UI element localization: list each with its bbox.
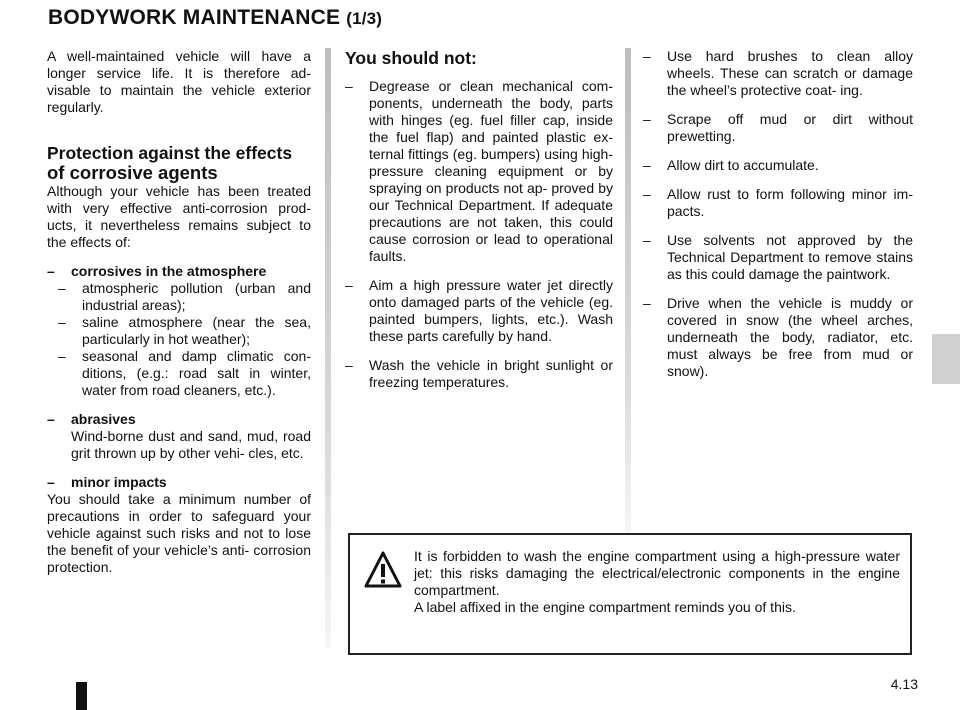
- list-item: [643, 186, 913, 220]
- item-text: Aim a high pressure water jet directly onto damaged parts of the vehicle (eg. painted bumpers, lights, etc.). Wash these parts carefully by hand.: [369, 277, 613, 344]
- bullet-dash: –: [47, 411, 55, 427]
- bullet-dash: –: [345, 357, 353, 373]
- sub-item-text: seasonal and damp climatic con- ditions, (e.g.: road salt in winter, water from road cleaners, etc.).: [82, 348, 311, 398]
- item-text: Allow rust to form following minor im- pacts.: [667, 186, 913, 219]
- subtitle-line-2: of corrosive agents: [47, 162, 218, 183]
- bullet-dash: –: [47, 474, 55, 490]
- impacts-paragraph: You should take a minimum number of precautions in order to safeguard your vehicle against such risks and not to lose the benefit of your vehicle’s anti- corrosion protection.: [47, 491, 311, 575]
- sub-list-item: [58, 348, 311, 399]
- item-text: Use hard brushes to clean alloy wheels. These can scratch or damage the wheel’s protective coat- ing.: [667, 48, 913, 98]
- sub-item-text: saline atmosphere (near the sea, particularly in hot weather);: [82, 314, 311, 347]
- bullet-dash: –: [643, 295, 651, 311]
- list-item: [345, 78, 613, 265]
- intro-paragraph: A well-maintained vehicle will have a longer service life. It is therefore ad- visable to maintain the vehicle exterior regularly.: [47, 48, 311, 115]
- item-text: Wind-borne dust and sand, mud, road grit thrown up by other vehi- cles, etc.: [71, 428, 311, 461]
- list-item-atmosphere: [47, 263, 311, 280]
- bullet-dash: –: [58, 280, 66, 296]
- bullet-dash: –: [47, 263, 55, 279]
- bullet-dash: –: [643, 111, 651, 127]
- list-item: [345, 277, 613, 345]
- list-item: [643, 157, 913, 174]
- list-item: [643, 232, 913, 283]
- section-subtitle: [47, 144, 311, 183]
- warning-triangle-icon: [364, 551, 402, 589]
- footer-mark: [76, 682, 87, 710]
- warning-text: [414, 548, 900, 616]
- bullet-dash: –: [345, 277, 353, 293]
- page-number: 4.13: [890, 676, 918, 692]
- should-not-heading: You should not:: [345, 48, 477, 68]
- column-right: [643, 48, 913, 380]
- column-left: [47, 48, 311, 576]
- bullet-dash: –: [643, 186, 651, 202]
- bullet-dash: –: [58, 348, 66, 364]
- bullet-dash: –: [345, 78, 353, 94]
- lead-paragraph: Although your vehicle has been treated with very effective anti-corrosion prod- ucts, it nevertheless remains subject to the effects of:: [47, 183, 311, 250]
- bullet-dash: –: [643, 157, 651, 173]
- item-text: Use solvents not approved by the Technical Department to remove stains as this could damage the paintwork.: [667, 232, 913, 282]
- item-label: corrosives in the atmosphere: [71, 263, 267, 279]
- item-text: Drive when the vehicle is muddy or covered in snow (the wheel arches, underneath the body, radiator, etc. must always be free from mud or snow).: [667, 295, 913, 379]
- list-item: [643, 295, 913, 380]
- sub-list-item: [58, 314, 311, 348]
- list-item: [643, 111, 913, 145]
- bullet-dash: –: [58, 314, 66, 330]
- item-text: Allow dirt to accumulate.: [667, 157, 819, 173]
- page-title: [48, 6, 382, 30]
- sub-item-text: atmospheric pollution (urban and industrial areas);: [82, 280, 311, 313]
- title-text: BODYWORK MAINTENANCE: [48, 6, 341, 29]
- subtitle-line-1: Protection against the effects: [47, 143, 293, 163]
- column-middle: [345, 48, 613, 391]
- warning-box: [348, 533, 912, 655]
- warning-line-2: A label affixed in the engine compartment reminds you of this.: [414, 599, 796, 615]
- column-divider-right: [625, 48, 631, 532]
- title-part: (1/3): [346, 9, 383, 28]
- column-divider-left: [325, 48, 331, 648]
- item-label: abrasives: [71, 411, 136, 427]
- list-item-impacts: [47, 474, 311, 491]
- list-item: [643, 48, 913, 99]
- list-item-abrasives: [47, 411, 311, 462]
- section-tab: [932, 334, 960, 384]
- item-text: Degrease or clean mechanical com- ponents, underneath the body, parts with hinges (eg. fuel filler cap, inside the fuel flap) and painted plastic ex- ternal fittings (eg. bumpers) using high-pressure cleaning equipment or by spraying on products not ap- proved by our Technical Department. If adequate precautions are not taken, this could cause corrosion or lead to operational faults.: [369, 78, 613, 264]
- bullet-dash: –: [643, 232, 651, 248]
- item-label: minor impacts: [71, 474, 167, 490]
- bullet-dash: –: [643, 48, 651, 64]
- item-text: Scrape off mud or dirt without prewetting.: [667, 111, 913, 144]
- warning-line-1: It is forbidden to wash the engine compartment using a high-pressure water jet: this risks damaging the electrical/electronic components in the engine compartment.: [414, 548, 900, 598]
- item-text: Wash the vehicle in bright sunlight or freezing temperatures.: [369, 357, 613, 390]
- list-item: [345, 357, 613, 391]
- sub-list-item: [58, 280, 311, 314]
